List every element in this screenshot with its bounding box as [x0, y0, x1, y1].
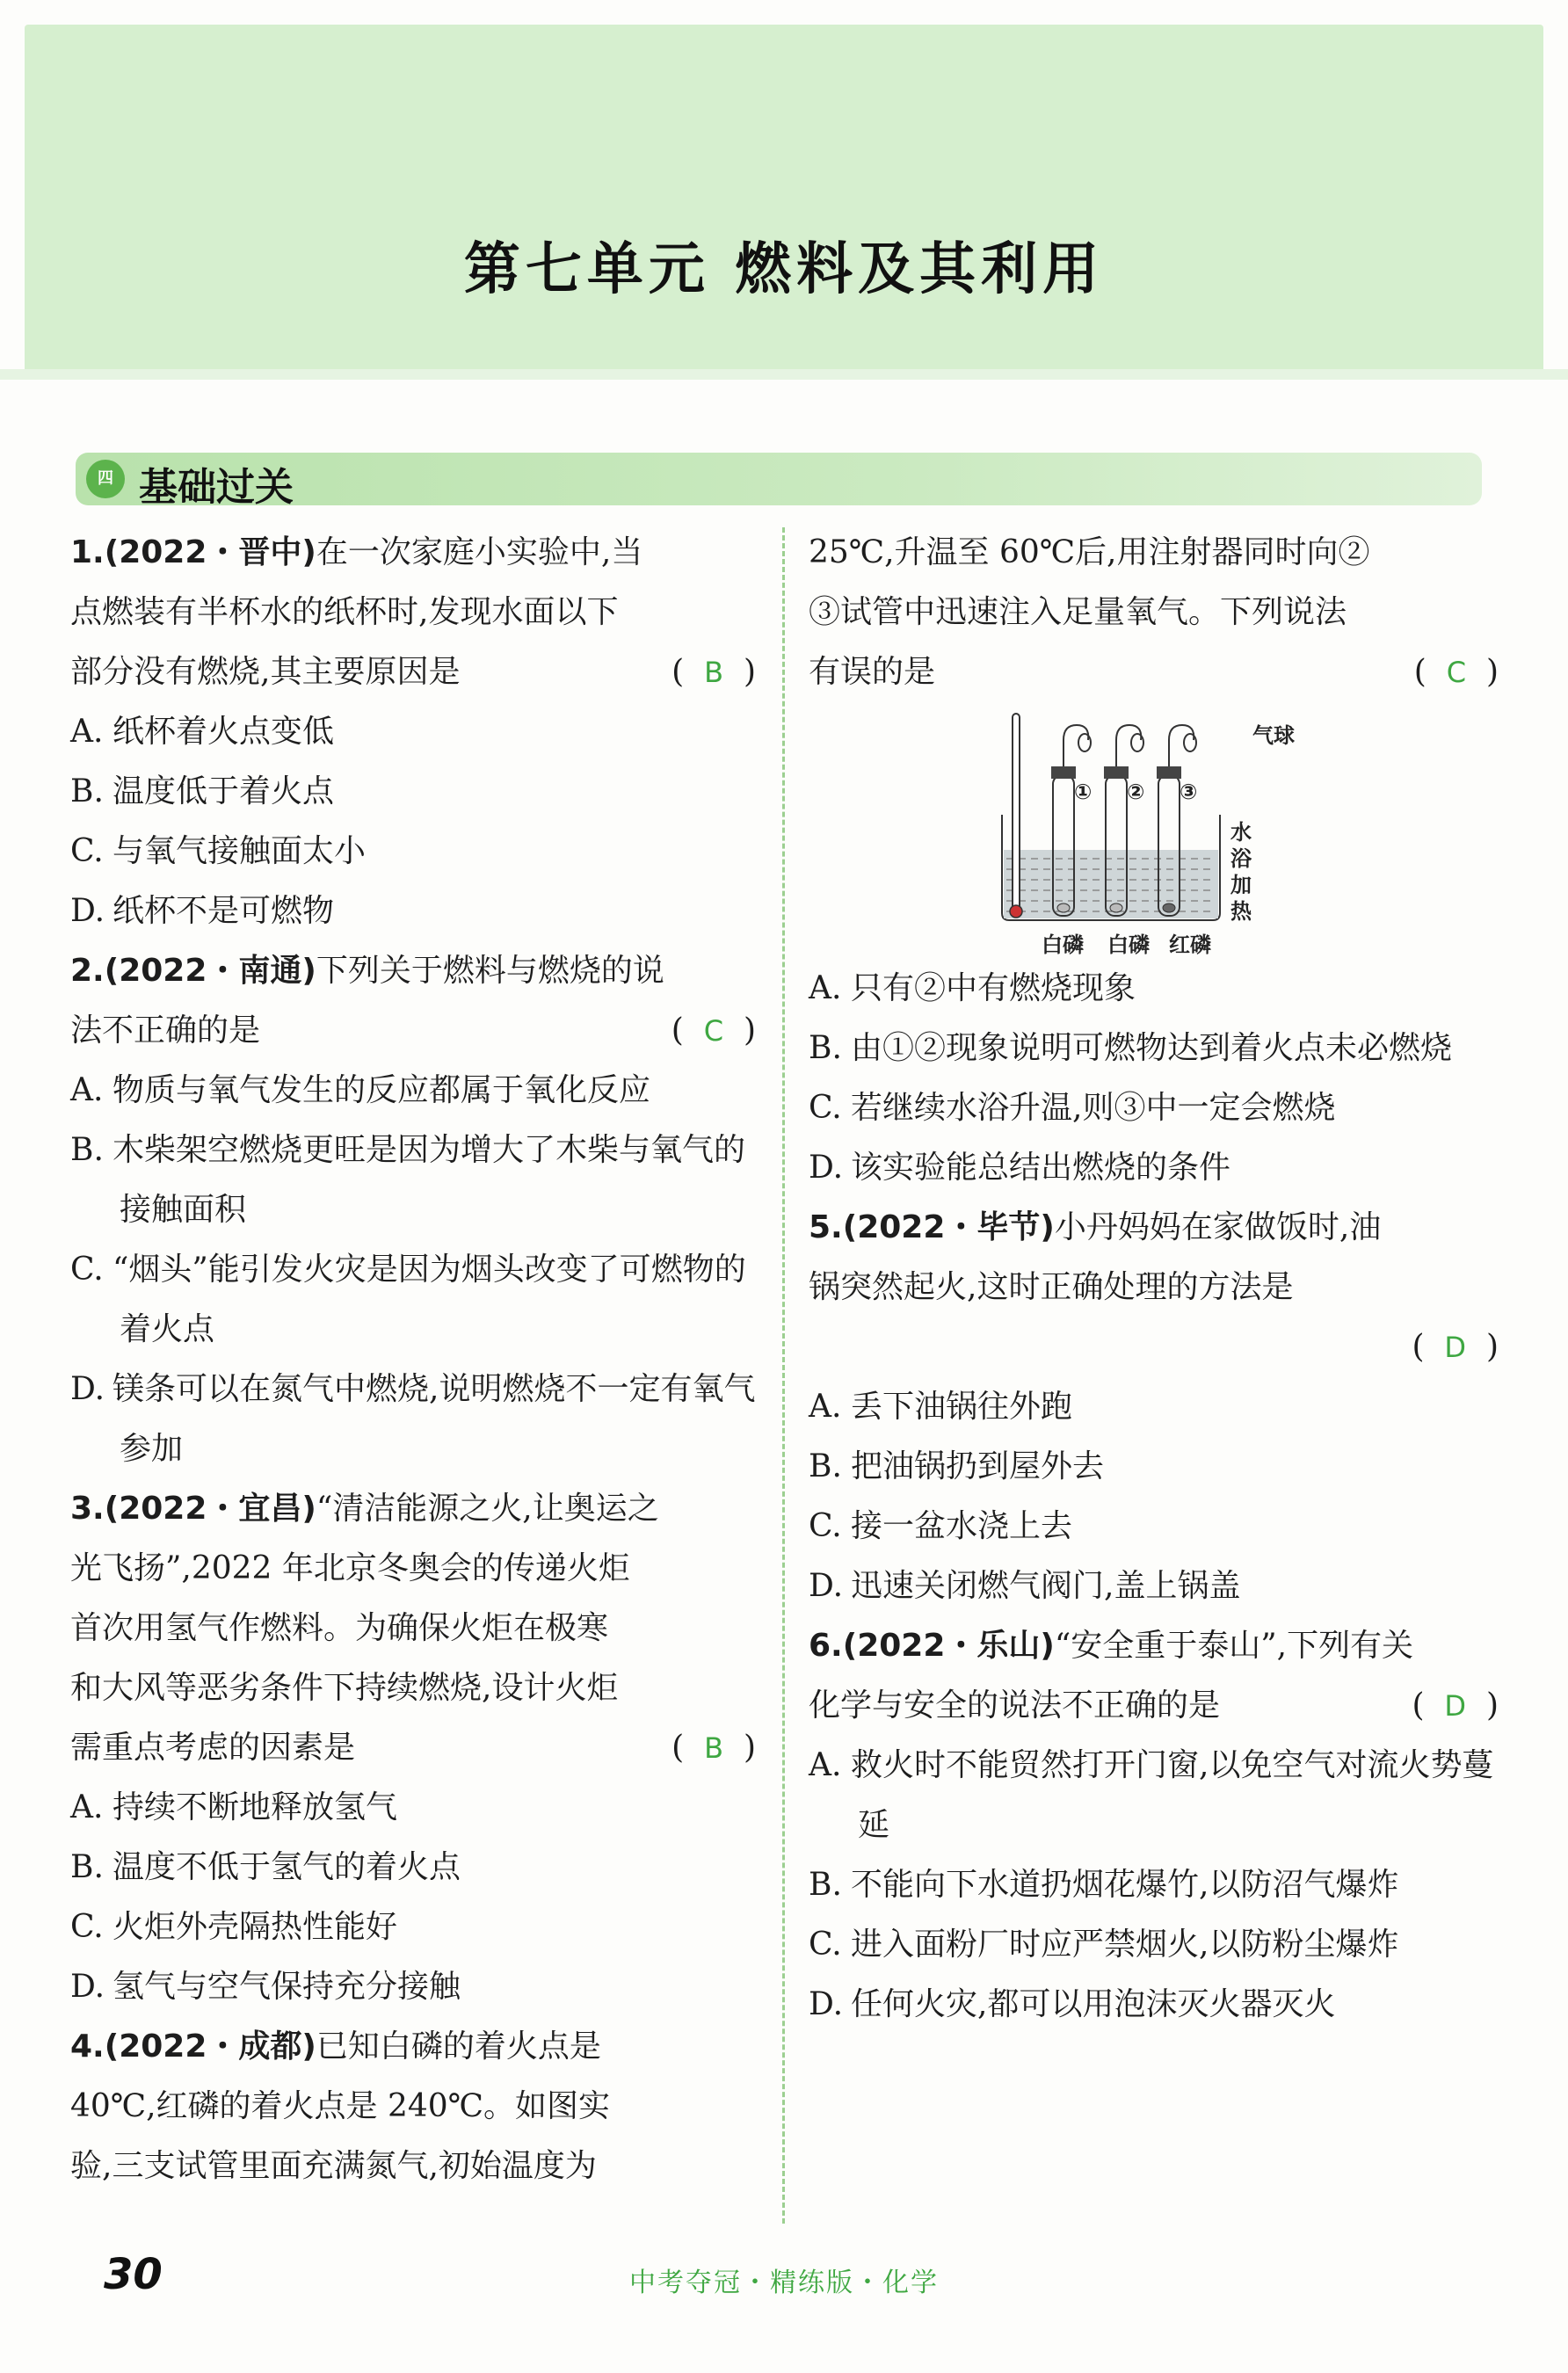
answer-option: [809, 1078, 1499, 1138]
answer-option: [809, 1855, 1499, 1915]
bracket-open: (: [671, 1730, 705, 1766]
question-stem-line: [70, 1001, 756, 1061]
answer-option: [70, 1061, 756, 1121]
answer-option: [70, 1778, 756, 1838]
question-stem-line: [70, 1658, 756, 1718]
option-label: D.: [809, 1986, 844, 2022]
answer-key: D: [1444, 1331, 1467, 1364]
option-text: 与氧气接触面太小: [113, 833, 367, 869]
question-stem-line: [809, 1258, 1499, 1317]
bracket-close: ): [1466, 1687, 1499, 1724]
label-tube-2: ②: [1127, 780, 1145, 804]
option-label: C.: [70, 833, 104, 869]
question: [70, 941, 756, 1061]
question-source: (2022・成都): [104, 2028, 316, 2065]
question-stem-line: [70, 2017, 756, 2077]
bracket-open: (: [1412, 1329, 1445, 1365]
option-label: B.: [70, 1849, 104, 1885]
answer-option: [70, 822, 756, 882]
question-stem-line: [809, 1676, 1499, 1736]
question-stem-line: [70, 583, 756, 642]
option-text: 物质与氧气发生的反应都属于氧化反应: [113, 1072, 651, 1108]
question-number: 4.: [70, 2028, 105, 2065]
answer-brackets: [671, 1001, 756, 1061]
option-text: 接一盆水浇上去: [851, 1508, 1073, 1544]
option-label: C.: [809, 1927, 842, 1963]
bracket-open: (: [1413, 654, 1447, 690]
question-stem-text: “清洁能源之火,让奥运之: [316, 1491, 659, 1527]
question-stem-line: [809, 1198, 1499, 1258]
label-bath-4: 热: [1230, 899, 1252, 924]
answer-option: [70, 1240, 756, 1360]
answer-option: [809, 1437, 1499, 1497]
answer-key: C: [1446, 656, 1467, 689]
option-text: 温度低于着火点: [113, 773, 335, 809]
answer-line: [809, 1317, 1499, 1377]
option-label: A.: [70, 714, 104, 750]
option-label: D.: [70, 1969, 105, 2005]
answer-key: C: [703, 1014, 724, 1048]
option-label: A.: [809, 1747, 842, 1783]
option-text: 木柴架空燃烧更旺是因为增大了木柴与氧气的接触面积: [113, 1132, 746, 1228]
question-number: 2.: [70, 953, 105, 989]
option-label: B.: [809, 1867, 842, 1903]
option-text: 进入面粉厂时应严禁烟火,以防粉尘爆炸: [851, 1927, 1399, 1963]
banner-band: [0, 369, 1568, 380]
question-source: (2022・晋中): [104, 534, 316, 570]
option-text: 纸杯着火点变低: [113, 714, 335, 750]
bracket-close: ): [723, 1730, 756, 1766]
answer-key: B: [704, 656, 724, 689]
page-number: 30: [104, 2250, 163, 2299]
question-stem-text: 有误的是: [809, 654, 936, 690]
question-stem-line: [809, 642, 1499, 702]
question: [809, 523, 1499, 702]
label-bath-2: 浴: [1230, 846, 1252, 871]
answer-option: [809, 1557, 1499, 1616]
question-stem-text: 首次用氢气作燃料。为确保火炬在极寒: [70, 1610, 609, 1646]
option-label: D.: [70, 1371, 105, 1407]
answer-option: [809, 959, 1499, 1019]
answer-option: [70, 1360, 756, 1479]
experiment-figure: [809, 709, 1499, 955]
question-stem-text: ③试管中迅速注入足量氧气。下列说法: [809, 594, 1347, 630]
question-stem-text: 点燃装有半杯水的纸杯时,发现水面以下: [70, 594, 619, 630]
question-number: 1.: [70, 534, 105, 570]
question-number: 3.: [70, 1491, 105, 1527]
option-label: B.: [809, 1030, 842, 1066]
answer-option: [809, 1915, 1499, 1975]
question-stem-line: [70, 2077, 756, 2137]
question: [70, 2017, 756, 2196]
answer-option: [70, 762, 756, 822]
question-stem-text: 法不正确的是: [70, 1012, 261, 1049]
answer-option: [70, 1898, 756, 1957]
question-stem-text: 下列关于燃料与燃烧的说: [316, 953, 664, 989]
option-text: 只有②中有燃烧现象: [851, 970, 1136, 1006]
question-stem-text: 验,三支试管里面充满氮气,初始温度为: [70, 2148, 597, 2184]
option-text: 救火时不能贸然打开门窗,以免空气对流火势蔓延: [851, 1747, 1494, 1843]
question-stem-line: [70, 523, 756, 583]
option-label: B.: [70, 773, 104, 809]
option-label: B.: [70, 1132, 104, 1168]
question-stem-line: [809, 1616, 1499, 1676]
question-stem-text: 和大风等恶劣条件下持续燃烧,设计火炬: [70, 1670, 619, 1706]
answer-option: [809, 1019, 1499, 1078]
question-number: 6.: [809, 1628, 843, 1664]
column-divider: [782, 527, 785, 2224]
bracket-open: (: [671, 654, 705, 690]
bracket-open: (: [1412, 1687, 1445, 1724]
question-stem-line: [809, 523, 1499, 583]
option-label: A.: [70, 1072, 104, 1108]
answer-option: [809, 1497, 1499, 1557]
option-label: A.: [809, 970, 842, 1006]
option-text: 若继续水浴升温,则③中一定会燃烧: [851, 1090, 1336, 1126]
question-stem-text: 已知白磷的着火点是: [316, 2028, 601, 2065]
bracket-close: ): [723, 1012, 756, 1049]
bracket-open: (: [671, 1012, 704, 1049]
answer-brackets: [1412, 1676, 1499, 1736]
bracket-close: ): [723, 654, 756, 690]
label-red-p: 红磷: [1169, 933, 1211, 957]
option-text: 氢气与空气保持充分接触: [113, 1969, 461, 2005]
section-icon: 四: [86, 460, 125, 498]
question-source: (2022・宜昌): [104, 1491, 316, 1527]
question: [70, 523, 756, 702]
option-label: C.: [70, 1252, 104, 1288]
question-stem-text: 40℃,红磷的着火点是 240℃。如图实: [70, 2088, 610, 2124]
answer-brackets: [1414, 642, 1499, 702]
option-text: 由①②现象说明可燃物达到着火点未必燃烧: [851, 1030, 1453, 1066]
question-stem-text: 需重点考虑的因素是: [70, 1730, 356, 1766]
question-stem-text: 锅突然起火,这时正确处理的方法是: [809, 1269, 1294, 1305]
label-balloon: 气球: [1252, 723, 1295, 748]
question-stem-line: [70, 941, 756, 1001]
title-banner: [25, 25, 1543, 376]
label-bath-1: 水: [1230, 820, 1252, 845]
question-stem-text: 在一次家庭小实验中,当: [316, 534, 643, 570]
question-stem-line: [809, 583, 1499, 642]
question-source: (2022・毕节): [842, 1209, 1055, 1245]
question: [809, 1616, 1499, 1736]
question-stem-line: [70, 2137, 756, 2196]
label-white-p-2: 白磷: [1107, 933, 1150, 957]
option-text: “烟头”能引发火灾是因为烟头改变了可燃物的着火点: [113, 1252, 746, 1347]
label-bath-3: 加: [1230, 873, 1252, 897]
question-stem-line: [70, 1718, 756, 1778]
option-label: D.: [809, 1568, 844, 1604]
question-source: (2022・南通): [104, 953, 316, 989]
label-tube-1: ①: [1074, 780, 1093, 804]
option-label: D.: [70, 893, 105, 929]
option-text: 纸杯不是可燃物: [113, 893, 335, 929]
question-stem-text: 部分没有燃烧,其主要原因是: [70, 654, 461, 690]
option-text: 持续不断地释放氢气: [113, 1789, 398, 1825]
option-text: 迅速关闭燃气阀门,盖上锅盖: [851, 1568, 1241, 1604]
answer-option: [70, 1838, 756, 1898]
question-stem-text: 化学与安全的说法不正确的是: [809, 1687, 1221, 1724]
option-text: 火炬外壳隔热性能好: [113, 1909, 398, 1945]
answer-brackets: [671, 1718, 756, 1778]
question-stem-line: [70, 1539, 756, 1599]
answer-brackets: [671, 642, 756, 702]
question-stem-line: [70, 1599, 756, 1658]
option-label: D.: [809, 1150, 844, 1186]
apparatus-diagram: [998, 709, 1261, 947]
option-label: C.: [809, 1090, 842, 1126]
option-label: A.: [70, 1789, 104, 1825]
answer-key: D: [1444, 1689, 1467, 1723]
answer-option: [809, 1138, 1499, 1198]
option-label: B.: [809, 1448, 842, 1484]
bracket-close: ): [1466, 654, 1499, 690]
question-stem-text: “安全重于泰山”,下列有关: [1054, 1628, 1414, 1664]
question-stem-text: 小丹妈妈在家做饭时,油: [1054, 1209, 1382, 1245]
option-label: A.: [809, 1389, 842, 1425]
answer-option: [70, 1121, 756, 1240]
label-white-p-1: 白磷: [1042, 933, 1084, 957]
option-text: 不能向下水道扔烟花爆竹,以防沼气爆炸: [851, 1867, 1399, 1903]
option-text: 任何火灾,都可以用泡沫灭火器灭火: [851, 1986, 1336, 2022]
option-text: 该实验能总结出燃烧的条件: [851, 1150, 1231, 1186]
option-text: 镁条可以在氮气中燃烧,说明燃烧不一定有氧气参加: [113, 1371, 756, 1467]
page-footer: 中考夺冠・精练版・化学: [629, 2268, 939, 2298]
question-source: (2022・乐山): [842, 1628, 1055, 1664]
question-stem-text: 25℃,升温至 60℃后,用注射器同时向②: [809, 534, 1370, 570]
bracket-close: ): [1466, 1329, 1499, 1365]
question-number: 5.: [809, 1209, 843, 1245]
option-text: 温度不低于氢气的着火点: [113, 1849, 461, 1885]
unit-title: 第七单元 燃料及其利用: [463, 237, 1105, 302]
option-label: C.: [70, 1909, 104, 1945]
answer-option: [70, 1957, 756, 2017]
left-column: [70, 523, 756, 2196]
section-title: 基础过关: [139, 465, 294, 510]
question-stem-text: 光飞扬”,2022 年北京冬奥会的传递火炬: [70, 1550, 630, 1586]
answer-brackets: [1412, 1317, 1499, 1377]
option-text: 把油锅扔到屋外去: [851, 1448, 1105, 1484]
answer-option: [809, 1975, 1499, 2035]
answer-option: [809, 1736, 1499, 1855]
answer-option: [70, 702, 756, 762]
answer-key: B: [704, 1731, 724, 1765]
question-stem-line: [70, 642, 756, 702]
question: [70, 1479, 756, 1778]
right-column: [809, 523, 1499, 2035]
answer-option: [809, 1377, 1499, 1437]
question: [809, 1198, 1499, 1317]
label-tube-3: ③: [1180, 780, 1198, 804]
option-label: C.: [809, 1508, 842, 1544]
question-stem-line: [70, 1479, 756, 1539]
option-text: 丢下油锅往外跑: [851, 1389, 1073, 1425]
answer-option: [70, 882, 756, 941]
